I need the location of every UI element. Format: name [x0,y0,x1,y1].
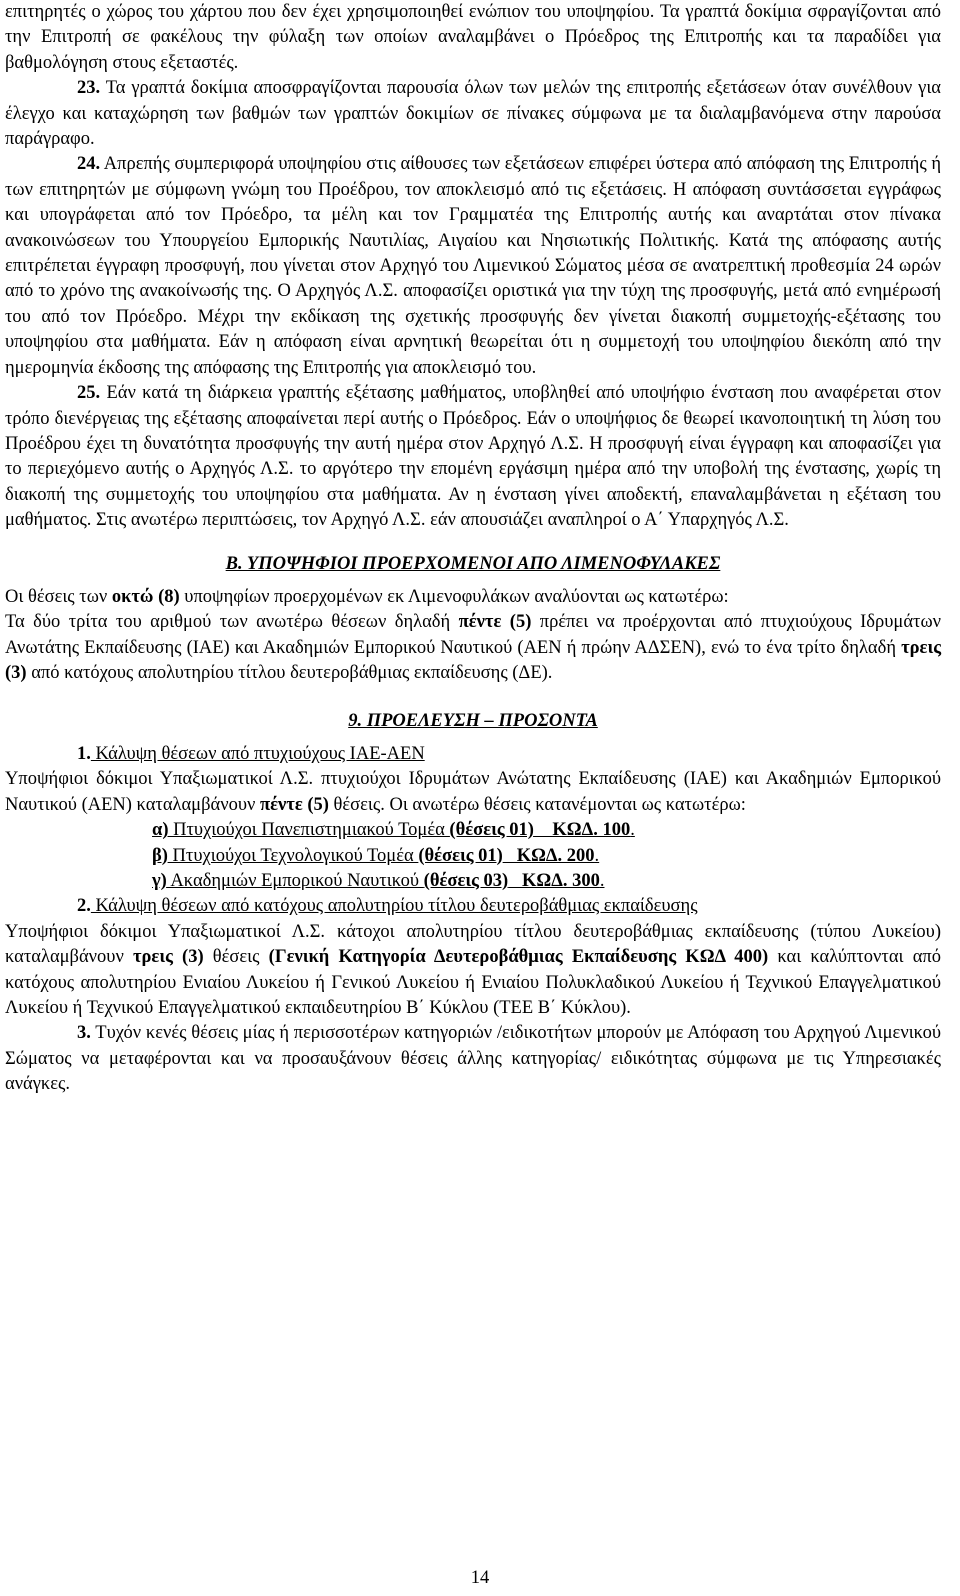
paragraph-25-number: 25. [77,383,101,404]
subsection-2-title [5,894,941,919]
categories-list [5,818,941,894]
subsection-2-bold-b: τρεις (3) [133,947,204,968]
subsection-1-title-text: Κάλυψη θέσεων από πτυχιούχους ΙΑΕ-ΑΕΝ [90,743,425,764]
subsection-3 [5,1021,941,1097]
heading-section-b: Β. ΥΠΟΨΗΦΙΟΙ ΠΡΟΕΡΧΟΜΕΝΟΙ ΑΠΟ ΛΙΜΕΝΟΦΥΛΑΚΕΣ [225,553,721,574]
subsection-2-text-a: Υποψήφιοι δόκιμοι Υπαξιωματικοί Λ.Σ. κάτοχοι απολυτηρίου τίτλου δευτεροβάθμιας εκπαίδευσης (τύπου Λυκείου) καταλαμβάνουν [5,921,941,968]
subsection-1-text [5,767,941,818]
heading-section-9: 9. ΠΡΟΕΛΕΥΣΗ – ΠΡΟΣΟΝΤΑ [348,710,598,731]
paragraph-23 [5,76,941,152]
list-item-seats: (θέσεις 01) [449,820,534,841]
subsection-1-text-c: θέσεις. Οι ανωτέρω θέσεις κατανέμονται ως κατωτέρω: [328,794,746,815]
list-item-name: Ακαδημιών Εμπορικού Ναυτικού [166,871,424,891]
list-item [5,869,941,894]
paragraph-b1 [5,585,941,610]
paragraph-b2 [5,610,941,686]
paragraph-b1-bold: οκτώ (8) [111,586,180,607]
subsection-1-number: 1. [77,743,91,764]
list-item-end: . [594,845,600,866]
subsection-3-text: Τυχόν κενές θέσεις μίας ή περισσοτέρων κατηγοριών /ειδικοτήτων μπορούν με Απόφαση του Αρχηγού Λιμενικού Σώματος να μεταφέρονται και να προσαυξάνουν θέσεις άλλης κατηγορίας/ ειδικότητας σύμφωνα με τις Υπηρεσιακές ανάγκες. [5,1023,941,1095]
subsection-1-bold: πέντε (5) [259,794,329,815]
subsection-1-title [5,742,941,767]
paragraph-intro-text: επιτηρητές ο χώρος του χάρτου που δεν έχει χρησιμοποιηθεί ενώπιον του υποψηφίου. Τα γραπτά δοκίμια σφραγίζονται από την Επιτροπή σε φακέλους την φύλαξη των οποίων αναλαμβάνει ο Πρόεδρος της Επιτροπής και τα παραδίδει για βαθμολόγηση στους εξεταστές. [5,2,941,73]
subsection-2-number: 2. [77,896,91,917]
paragraph-25-text: Εάν κατά τη διάρκεια γραπτής εξέτασης μαθήματος, υποβληθεί από υποψήφιο ένσταση που αναφέρεται στον τρόπο διενέργειας της εξέτασης αποφαίνεται περί αυτής ο Πρόεδρος. Εάν ο υποψήφιος δε θεωρεί ικανοποιητική τη λύση του Προέδρου έχει τη δυνατότητα προσφυγής την αυτή ημέρα στον Αρχηγό Λ.Σ. Η προσφυγή είναι έγγραφη και αποφασίζει για το περιεχόμενο αυτής ο Αρχηγός Λ.Σ. το αργότερο την επομένη εργάσιμη ημέρα από την υποβολή της ένστασης, χωρίς τη διακοπή της συμμετοχής του υποψηφίου στα μαθήματα. Αν η ένσταση γίνει αποδεκτή, επαναλαμβάνεται η εξέταση του μαθήματος. Στις ανωτέρω περιπτώσεις, τον Αρχηγό Λ.Σ. εάν απουσιάζει αναπληροί ο Α΄ Υπαρχηγός Λ.Σ. [5,383,941,531]
list-item-code: ΚΩΔ. 200 [502,845,595,866]
paragraph-intro [5,0,941,76]
list-item-letter: β) [152,845,168,866]
list-item [5,818,941,843]
paragraph-b1-text-a: Οι θέσεις των [5,586,112,607]
list-item-letter: γ) [152,871,167,891]
list-item-end: . [630,820,635,841]
paragraph-23-text: Τα γραπτά δοκίμια αποσφραγίζονται παρουσία όλων των μελών της επιτροπής εξετάσεων όταν συνέλθουν για έλεγχο και καταχώρηση των βαθμών των γραπτών δοκιμίων σε πίνακες σύμφωνα με τα διαλαμβανόμενα στην παρούσα παράγραφο. [5,78,941,150]
list-item-seats: (θέσεις 01) [418,845,503,866]
paragraph-b2-bold-b: πέντε (5) [458,612,532,633]
paragraph-24-text: Απρεπής συμπεριφορά υποψηφίου στις αίθουσες των εξετάσεων επιφέρει ύστερα από απόφαση της Επιτροπής ή των επιτηρητών με σύμφωνη γνώμη του Προέδρου, τον αποκλεισμό από τις εξετάσεις. Η απόφαση συντάσσεται εγγράφως και υπογράφεται από τον Πρόεδρο, τα μέλη και τον Γραμματέα της Επιτροπής αυτής και αναρτάται στον πίνακα ανακοινώσεων του Υπουργείου Εμπορικής Ναυτιλίας, Αιγαίου και Νησιωτικής Πολιτικής. Κατά της απόφασης αυτής επιτρέπεται έγγραφη προσφυγή, που γίνεται στον Αρχηγό του Λιμενικού Σώματος μέσα σε ανατρεπτική προθεσμία 24 ωρών από το χρόνο της ανακοίνωσής της. Ο Αρχηγός Λ.Σ. αποφασίζει οριστικά για την τύχη της προσφυγής, μετά από ενημέρωσή του από τον Πρόεδρο. Μέχρι την εκδίκαση της σχετικής προσφυγής δεν γίνεται διακοπή συμμετοχής-εξέτασης του υποψηφίου στα μαθήματα. Εάν η απόφαση είναι αρνητική θεωρείται ότι η συμμετοχή του υποψηφίου διεκόπη από την ημερομηνία έκδοσης της απόφασης της Επιτροπής για αποκλεισμό του. [5,154,941,378]
subsection-2-text [5,920,941,1022]
paragraph-b2-text-a: Τα δύο τρίτα του αριθμού των ανωτέρω θέσεων δηλαδή [5,612,459,633]
subsection-2-text-c: θέσεις [203,947,269,968]
subsection-2-text-e: και καλύπτονται από κατόχους απολυτηρίου Ενιαίου Λυκείου ή Γενικού Λυκείου ή Ενιαίου Πολυκλαδικού Λυκείου ή Τεχνικού Επαγγελματικού Λυκείου ή Τεχνικού Επαγγελματικού εκπαιδευτηρίου Β΄ Κύκλου (ΤΕΕ Β΄ Κύκλου). [5,947,941,1019]
list-item-code: ΚΩΔ. 100 [533,820,631,841]
subsection-1-text-a: Υποψήφιοι δόκιμοι Υπαξιωματικοί Λ.Σ. πτυχιούχοι Ιδρυμάτων Ανώτατης Εκπαίδευσης (ΙΑΕ) και Ακαδημιών Εμπορικού Ναυτικού (ΑΕΝ) καταλαμβάνουν [5,769,941,815]
list-item-name: Πτυχιούχοι Τεχνολογικού Τομέα [167,845,419,866]
subsection-2-bold-d: (Γενική Κατηγορία Δευτεροβάθμιας Εκπαίδευσης ΚΩΔ 400) [268,947,769,968]
list-item-end: . [599,871,605,891]
paragraph-23-number: 23. [77,78,101,99]
list-item [5,844,941,869]
subsection-2-title-text: Κάλυψη θέσεων από κατόχους απολυτηρίου τίτλου δευτεροβάθμιας εκπαίδευσης [90,896,698,917]
paragraph-24-number: 24. [77,154,101,175]
paragraph-b2-text-e: από κατόχους απολυτηρίου τίτλου δευτεροβάθμιας εκπαίδευσης (ΔΕ). [26,663,553,684]
subsection-3-number: 3. [77,1023,91,1044]
paragraph-b2-text-c: πρέπει να προέρχονται από πτυχιούχους Ιδρυμάτων Ανωτάτης Εκπαίδευσης (ΙΑΕ) και Ακαδημιών Εμπορικού Ναυτικού (ΑΕΝ ή πρώην ΑΔΣΕΝ), ενώ το ένα τρίτο δηλαδή [5,612,942,658]
list-item-code: ΚΩΔ. 300 [508,871,600,891]
paragraph-b1-text-c: υποψηφίων προερχομένων εκ Λιμενοφυλάκων αναλύονται ως κατωτέρω: [179,586,729,607]
page-number: 14 [470,1568,490,1588]
paragraph-b2-bold-d: τρεις (3) [5,637,941,684]
list-item-seats: (θέσεις 03) [423,871,509,891]
list-item-name: Πτυχιούχοι Πανεπιστημιακού Τομέα [168,820,450,841]
list-item-letter: α) [152,820,169,841]
paragraph-24 [5,152,941,381]
paragraph-25 [5,381,941,533]
